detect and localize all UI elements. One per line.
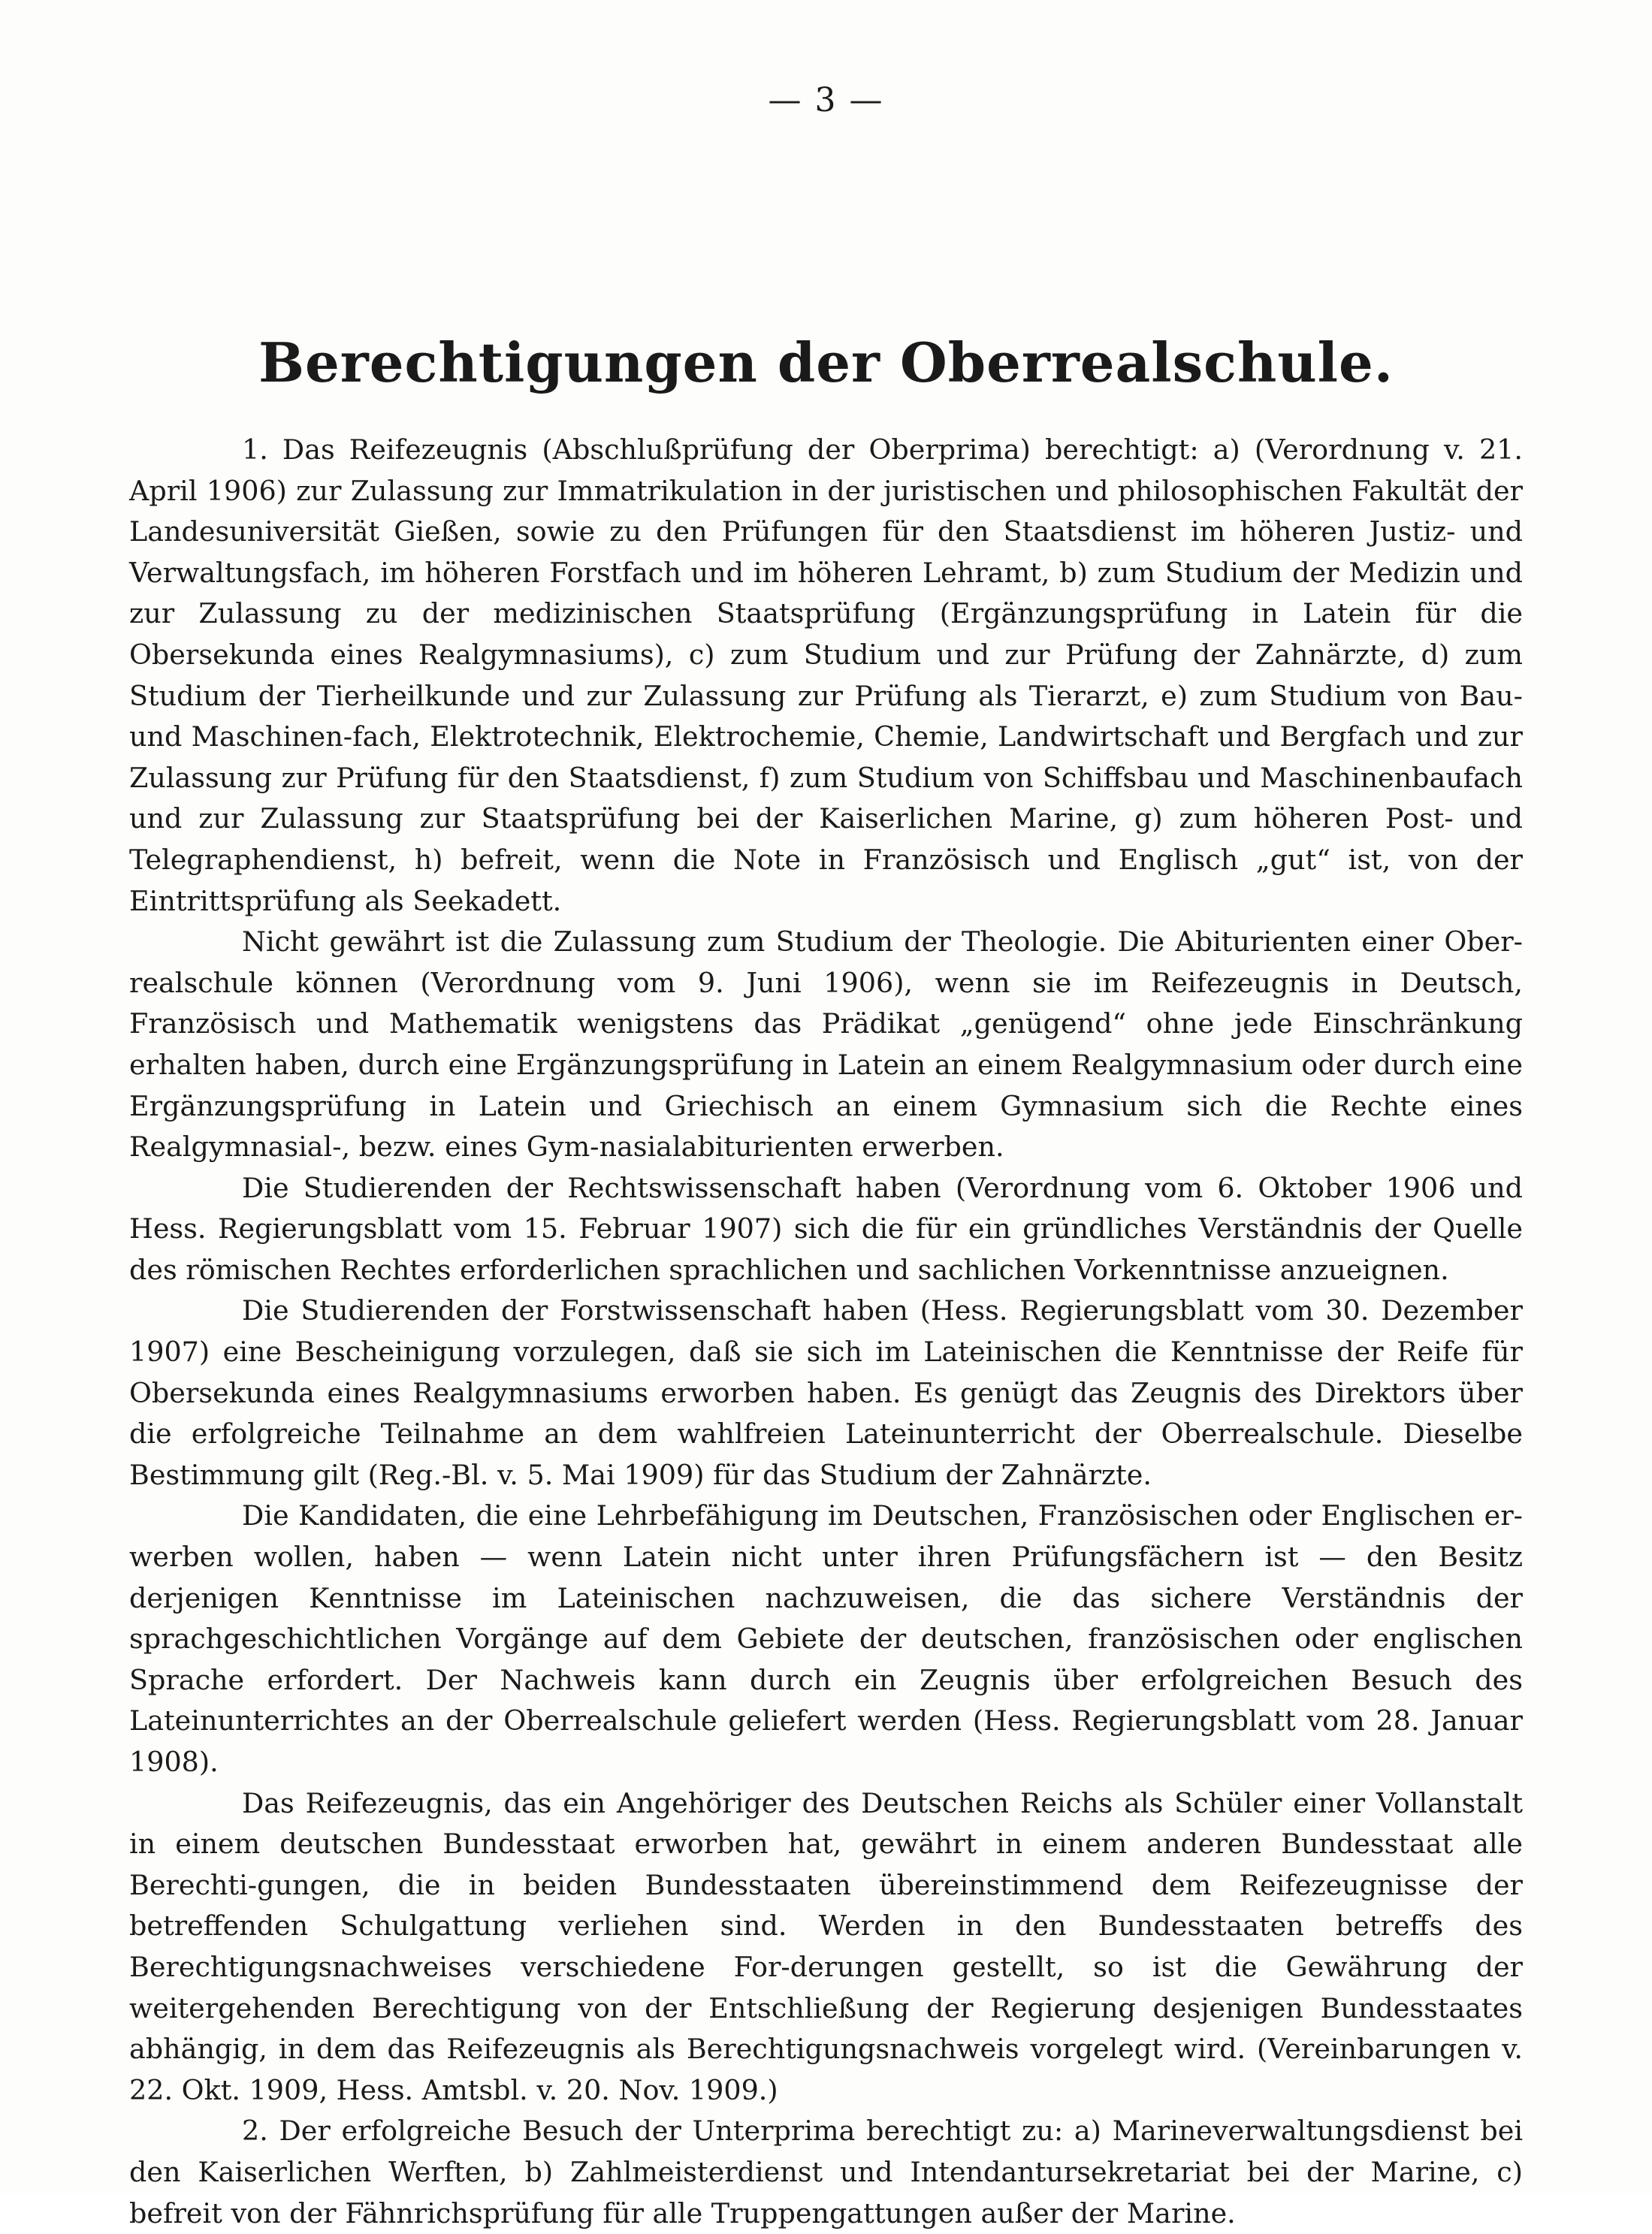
paragraph-7-unterprima: 2. Der erfolgreiche Besuch der Unterprima berechtigt zu: a) Marineverwaltungsdienst bei den Kaiserlichen Werften, b) Zahlmeisterdienst und Intendantursekretariat bei der Marine, c) befreit von der Fähnrichsprüfung für alle Truppengattungen außer der Marine. bbox=[129, 2115, 1523, 2229]
paragraph-3-rechtswissenschaft: Die Studierenden der Rechtswissenschaft haben (Verordnung vom 6. Oktober 1906 und Hess. Regierungsblatt vom 15. Februar 1907) sich die für ein gründliches Verständnis der Quelle des römischen Rechtes erforderlichen sprachlichen und sachlichen Vorkenntnisse anzueignen. bbox=[129, 1171, 1523, 1286]
paragraph-5-kandidaten: Die Kandidaten, die eine Lehrbefähigung im Deutschen, Französischen oder Englischen er-werben wollen, haben — wenn Latein nicht unter ihren Prüfungsfächern ist — den Besitz derjenigen Kenntnisse im Lateinischen nachzuweisen, die das sichere Verständnis der sprachgeschichtlichen Vorgänge auf dem Gebiete der deutschen, französischen oder englischen Sprache erfordert. Der Nachweis kann durch ein Zeugnis über erfolgreichen Besuch des Lateinunterrichtes an der Oberrealschule geliefert werden (Hess. Regierungsblatt vom 28. Januar 1908). bbox=[129, 1499, 1523, 1778]
paragraph-6-bundesstaaten: Das Reifezeugnis, das ein Angehöriger des Deutschen Reichs als Schüler einer Vollanstalt in einem deutschen Bundesstaat erworben hat, gewährt in einem anderen Bundesstaat alle Berechti-gungen, die in beiden Bundesstaaten übereinstimmend dem Reifezeugnisse der betreffenden Schulgattung verliehen sind. Werden in den Bundesstaaten betreffs des Berechtigungsnachweises verschiedene For-derungen gestellt, so ist die Gewährung der weitergehenden Berechtigung von der Entschließung der Regierung desjenigen Bundesstaates abhängig, in dem das Reifezeugnis als Berechtigungsnachweis vorgelegt wird. (Vereinbarungen v. 22. Okt. 1909, Hess. Amtsbl. v. 20. Nov. 1909.) bbox=[129, 1786, 1523, 2106]
paragraph-2-theologie: Nicht gewährt ist die Zulassung zum Studium der Theologie. Die Abiturienten einer Ober-realschule können (Verordnung vom 9. Juni 1906), wenn sie im Reifezeugnis in Deutsch, Französisch und Mathematik wenigstens das Prädikat „genügend“ ohne jede Einschränkung erhalten haben, durch eine Ergänzungsprüfung in Latein an einem Realgymnasium oder durch eine Ergänzungsprüfung in Latein und Griechisch an einem Gymnasium sich die Rechte eines Realgymnasial-, bezw. eines Gym-nasialabiturienten erwerben. bbox=[129, 925, 1523, 1164]
page-number: — 3 — bbox=[768, 81, 884, 119]
body-text bbox=[129, 430, 1523, 2234]
page-title: Berechtigungen der Oberrealschule. bbox=[258, 331, 1394, 394]
paragraph-4-forstwissenschaft: Die Studierenden der Forstwissenschaft haben (Hess. Regierungsblatt vom 30. Dezember 1907) eine Bescheinigung vorzulegen, daß sie sich im Lateinischen die Kenntnisse der Reife für Obersekunda eines Realgymnasiums erworben haben. Es genügt das Zeugnis des Direktors über die erfolgreiche Teilnahme an dem wahlfreien Lateinunterricht der Oberrealschule. Dieselbe Bestimmung gilt (Reg.-Bl. v. 5. Mai 1909) für das Studium der Zahnärzte. bbox=[129, 1294, 1523, 1491]
paragraph-1-reifezeugnis: 1. Das Reifezeugnis (Abschlußprüfung der Oberprima) berechtigt: a) (Verordnung v. 21. April 1906) zur Zulassung zur Immatrikulation in der juristischen und philosophischen Fakultät der Landesuniversität Gießen, sowie zu den Prüfungen für den Staatsdienst im höheren Justiz- und Verwaltungsfach, im höheren Forstfach und im höheren Lehramt, b) zum Studium der Medizin und zur Zulassung zu der medizinischen Staatsprüfung (Ergänzungsprüfung in Latein für die Obersekunda eines Realgymnasiums), c) zum Studium und zur Prüfung der Zahnärzte, d) zum Studium der Tierheilkunde und zur Zulassung zur Prüfung als Tierarzt, e) zum Studium von Bau- und Maschinen-fach, Elektrotechnik, Elektrochemie, Chemie, Landwirtschaft und Bergfach und zur Zulassung zur Prüfung für den Staatsdienst, f) zum Studium von Schiffsbau und Maschinenbaufach und zur Zulassung zur Staatsprüfung bei der Kaiserlichen Marine, g) zum höheren Post- und Telegraphendienst, h) befreit, wenn die Note in Französisch und Englisch „gut“ ist, von der Eintrittsprüfung als Seekadett. bbox=[129, 433, 1523, 917]
